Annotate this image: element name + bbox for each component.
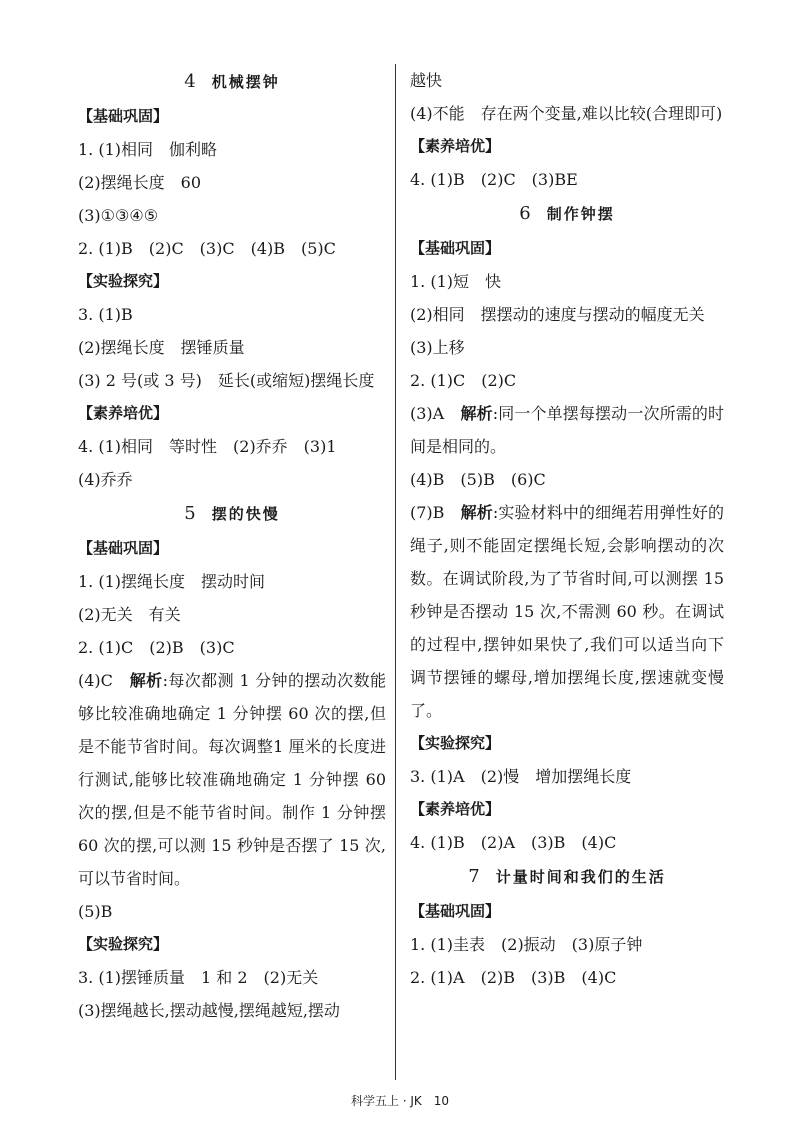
heading-basic: 【基础巩固】	[78, 539, 169, 557]
section-title-text: 机械摆钟	[211, 73, 280, 91]
answer-line: (3)①③④⑤	[78, 206, 159, 225]
heading-basic: 【基础巩固】	[410, 239, 501, 257]
answer-line: (2)摆绳长度 摆锤质量	[78, 338, 245, 357]
left-column	[78, 64, 386, 1027]
heading-experiment: 【实验探究】	[78, 272, 169, 290]
answer-line: (3)上移	[410, 338, 465, 357]
answer-line: (5)B	[78, 902, 113, 921]
analysis-paragraph	[410, 397, 724, 463]
section-title-text: 制作钟摆	[546, 205, 615, 223]
analysis-text: :同一个单摆每摆动一次所需的时间是相同的。	[410, 404, 724, 456]
section-number: 4	[184, 71, 196, 92]
answer-line: 4. (1)B (2)A (3)B (4)C	[410, 833, 617, 852]
answer-line: (4)乔乔	[78, 470, 133, 489]
answer-line: 1. (1)相同 伽利略	[78, 140, 218, 159]
section-title-6	[410, 196, 724, 232]
answer-line: 1. (1)圭表 (2)振动 (3)原子钟	[410, 935, 643, 954]
answer-line: 1. (1)短 快	[410, 272, 502, 291]
analysis-paragraph	[410, 496, 724, 727]
analysis-paragraph	[78, 664, 386, 895]
answer-paragraph: (3) 2 号(或 3 号) 延长(或缩短)摆绳长度	[78, 371, 375, 390]
answer-prefix: (4)C	[78, 671, 130, 690]
section-title-5	[78, 496, 386, 532]
section-number: 7	[468, 866, 480, 887]
answer-line: (3)摆绳越长,摆动越慢,摆绳越短,摆动	[78, 1001, 340, 1020]
answer-line: 3. (1)A (2)慢 增加摆绳长度	[410, 767, 632, 786]
analysis-text: :每次都测 1 分钟的摆动次数能够比较准确地确定 1 分钟摆 60 次的摆,但是不能节省时间。每次调整1 厘米的长度进行测试,能够比较准确地确定 1 分钟摆 60 次的摆,但是不能节省时间。制作 1 分钟摆 60 次的摆,可以测 15 秒钟是否摆了 15 次,可以节省时间。	[78, 671, 386, 888]
heading-experiment: 【实验探究】	[78, 935, 169, 953]
answer-prefix: (7)B	[410, 503, 461, 522]
answer-paragraph: (2)相同 摆摆动的速度与摆动的幅度无关	[410, 305, 705, 324]
heading-experiment: 【实验探究】	[410, 734, 501, 752]
column-divider	[395, 64, 396, 1080]
answer-paragraph: (4)不能 存在两个变量,难以比较(合理即可)	[410, 104, 723, 123]
right-column	[410, 64, 724, 994]
section-title-text: 摆的快慢	[211, 505, 280, 523]
section-number: 6	[519, 203, 531, 224]
heading-basic: 【基础巩固】	[78, 107, 169, 125]
section-title-text: 计量时间和我们的生活	[495, 868, 666, 886]
answer-line: 3. (1)摆锤质量 1 和 2 (2)无关	[78, 968, 319, 987]
heading-advanced: 【素养培优】	[410, 800, 501, 818]
section-title-4	[78, 64, 386, 100]
analysis-keyword: 解析	[460, 503, 493, 522]
analysis-keyword: 解析	[460, 404, 493, 423]
answer-line: 2. (1)A (2)B (3)B (4)C	[410, 968, 617, 987]
answer-line: 越快	[410, 71, 443, 90]
section-number: 5	[184, 503, 196, 524]
analysis-keyword: 解析	[129, 671, 163, 690]
heading-advanced: 【素养培优】	[410, 137, 501, 155]
analysis-text: :实验材料中的细绳若用弹性好的绳子,则不能固定摆绳长短,会影响摆动的次数。在调试阶段,为了节省时间,可以测摆 15 秒钟是否摆动 15 次,不需测 60 秒。在调试的过程中,摆钟如果快了,我们可以适当向下调节摆锤的螺母,增加摆绳长度,摆速就变慢了。	[410, 503, 724, 720]
heading-advanced: 【素养培优】	[78, 404, 169, 422]
answer-line: 4. (1)B (2)C (3)BE	[410, 170, 578, 189]
heading-basic: 【基础巩固】	[410, 902, 501, 920]
page-footer: 科学五上 · JK 10	[350, 1094, 450, 1108]
answer-line: 2. (1)C (2)B (3)C	[78, 638, 235, 657]
answer-line: (2)无关 有关	[78, 605, 181, 624]
section-title-7	[410, 859, 724, 895]
answer-line: 2. (1)C (2)C	[410, 371, 517, 390]
answer-line: 1. (1)摆绳长度 摆动时间	[78, 572, 266, 591]
answer-line: (4)B (5)B (6)C	[410, 470, 546, 489]
answer-line: 4. (1)相同 等时性 (2)乔乔 (3)1	[78, 437, 337, 456]
answer-line: 2. (1)B (2)C (3)C (4)B (5)C	[78, 239, 336, 258]
answer-prefix: (3)A	[410, 404, 461, 423]
answer-line: 3. (1)B	[78, 305, 133, 324]
answer-line: (2)摆绳长度 60	[78, 173, 202, 192]
